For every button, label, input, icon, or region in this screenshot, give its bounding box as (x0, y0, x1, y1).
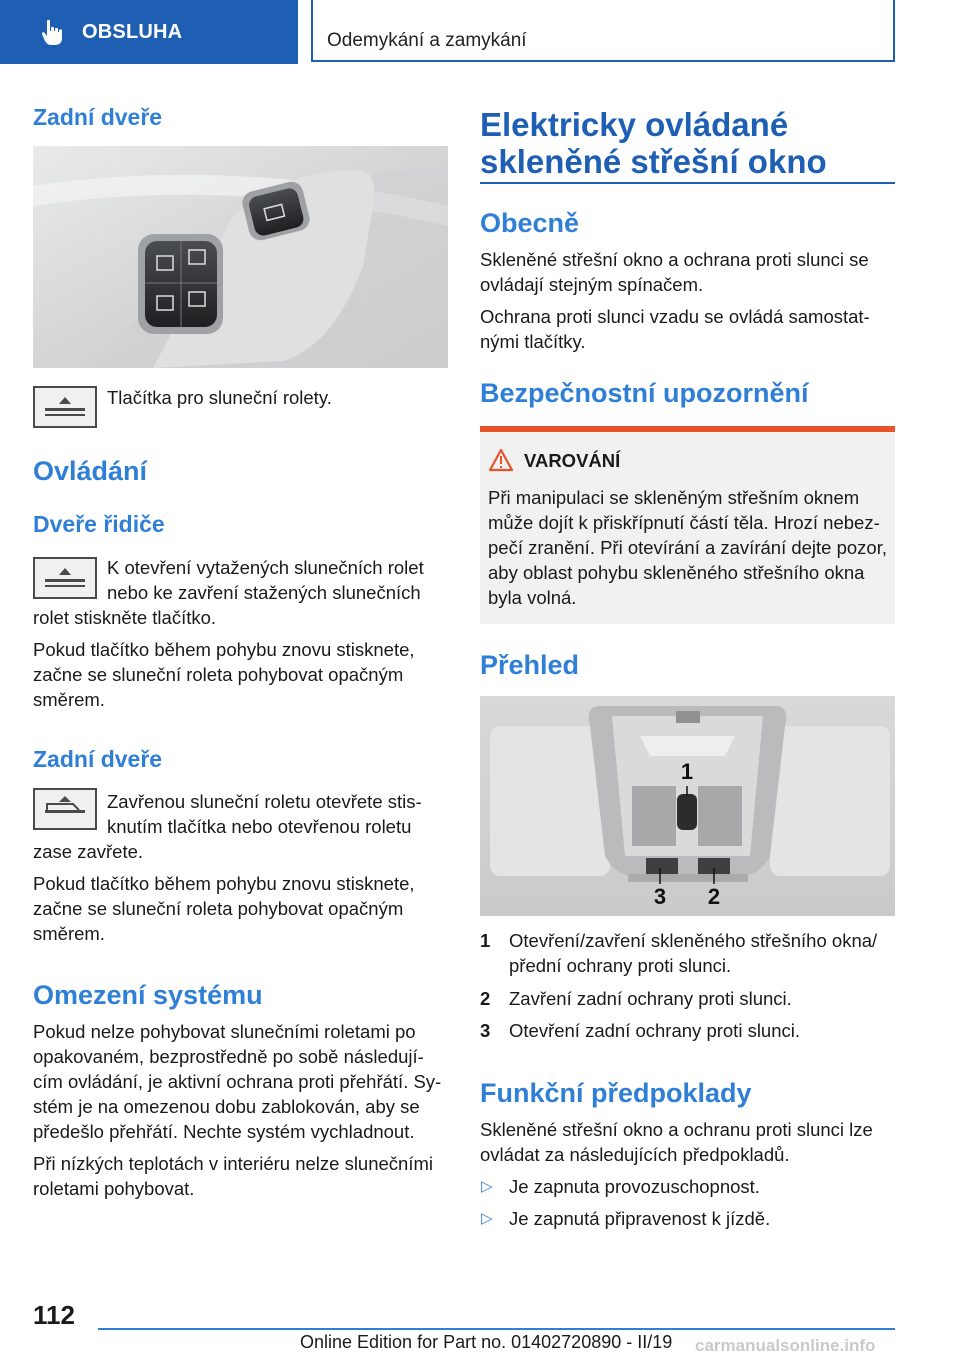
section-label: OBSLUHA (82, 20, 183, 43)
limits-text-6: Při nízkých teplotách v interiéru nelze slunečními (33, 1153, 433, 1174)
section-tab (0, 0, 298, 64)
blind-button-icon (33, 386, 97, 428)
overview-item-text: Otevření/zavření skleněného střešního okna/ (509, 930, 878, 951)
heading-rear-door-2: Zadní dveře (33, 746, 163, 772)
limits-text-2: opakovaném, bezprostředně po sobě následují- (33, 1046, 424, 1067)
page-title-line-2: skleněné střešní okno (480, 143, 827, 180)
limits-text-3: cím ovládání, je aktivní ochrana proti přehřátí. Sy- (33, 1071, 442, 1092)
door-switch-photo (33, 146, 448, 368)
chapter-header (311, 0, 895, 62)
warning-text-5: byla volná. (488, 587, 577, 608)
callout-3: 3 (653, 884, 667, 909)
driver-text-4: Pokud tlačítko během pohybu znovu stisknete, (33, 639, 415, 660)
warning-box (480, 426, 895, 624)
overview-item-num: 1 (480, 930, 491, 951)
rear-text-3: zase zavřete. (33, 841, 144, 862)
driver-text-5: začne se sluneční roleta pohybovat opačným (33, 664, 404, 685)
bullet-triangle-icon: ▷ (481, 1178, 493, 1195)
driver-text-2: nebo ke zavření stažených slunečních (107, 582, 421, 603)
overview-item-num: 2 (480, 988, 491, 1009)
prereq-text-1: Skleněné střešní okno a ochranu proti slunci lze (480, 1119, 873, 1140)
limits-text-7: roletami pohybovat. (33, 1178, 195, 1199)
blind-button-icon (33, 557, 97, 599)
heading-prerequisites: Funkční předpoklady (480, 1078, 752, 1108)
overview-item-num: 3 (480, 1020, 491, 1041)
driver-text-1: K otevření vytažených slunečních rolet (107, 557, 424, 578)
overview-item-text-cont: přední ochrany proti slunci. (509, 955, 732, 976)
prereq-item: Je zapnuta provozuschopnost. (509, 1176, 760, 1197)
limits-text-4: stém je na omezenou dobu zablokován, aby se (33, 1096, 420, 1117)
overview-item-text: Zavření zadní ochrany proti slunci. (509, 988, 792, 1009)
callout-2: 2 (707, 884, 721, 909)
heading-general: Obecně (480, 208, 580, 238)
warning-text-2: může dojít k přiskřípnutí částí těla. Hrozí nebez- (488, 512, 880, 533)
page-title-line-1: Elektricky ovládané (480, 106, 789, 143)
chapter-title: Odemykání a zamykání (327, 30, 527, 51)
rear-text-6: směrem. (33, 923, 105, 944)
driver-text-3: rolet stiskněte tlačítko. (33, 607, 217, 628)
page-number: 112 (33, 1300, 75, 1330)
general-text-1: Skleněné střešní okno a ochrana proti slunci se (480, 249, 869, 270)
bullet-triangle-icon: ▷ (481, 1210, 493, 1227)
warning-text-1: Při manipulaci se skleněným střešním oknem (488, 487, 860, 508)
heading-system-limits: Omezení systému (33, 980, 263, 1010)
warning-text-3: pečí zranění. Při otevírání a zavírání dejte pozor, (488, 537, 887, 558)
heading-control: Ovládání (33, 456, 148, 486)
general-text-4: nými tlačítky. (480, 331, 586, 352)
prereq-item: Je zapnutá připravenost k jízdě. (509, 1208, 771, 1229)
roof-console-photo (480, 696, 895, 916)
watermark: carmanualsonline.info (695, 1336, 876, 1355)
limits-text-1: Pokud nelze pohybovat slunečními roletami po (33, 1021, 416, 1042)
rear-text-2: knutím tlačítka nebo otevřenou roletu (107, 816, 412, 837)
heading-overview: Přehled (480, 650, 580, 680)
limits-text-5: předešlo přehřátí. Nechte systém vychladnout. (33, 1121, 415, 1142)
hand-pointer-icon (38, 17, 68, 47)
rear-text-5: začne se sluneční roleta pohybovat opačným (33, 898, 404, 919)
rear-text-4: Pokud tlačítko během pohybu znovu stisknete, (33, 873, 415, 894)
warning-text-4: aby oblast pohybu skleněného střešního okna (488, 562, 865, 583)
warning-triangle-icon (488, 448, 514, 472)
callout-1: 1 (680, 759, 694, 784)
driver-text-6: směrem. (33, 689, 105, 710)
footer-rule (98, 1328, 895, 1330)
title-underline (480, 182, 895, 184)
general-text-2: ovládají stejným spínačem. (480, 274, 704, 295)
warning-title: VAROVÁNÍ (524, 450, 621, 471)
prereq-text-2: ovládat za následujících předpokladů. (480, 1144, 790, 1165)
general-text-3: Ochrana proti slunci vzadu se ovládá samostat- (480, 306, 870, 327)
caption-blind-buttons: Tlačítka pro sluneční rolety. (107, 387, 332, 408)
rear-text-1: Zavřenou sluneční roletu otevřete stis- (107, 791, 422, 812)
footer-edition: Online Edition for Part no. 01402720890 - II/19 (300, 1332, 673, 1352)
heading-rear-door: Zadní dveře (33, 104, 163, 130)
overview-item-text: Otevření zadní ochrany proti slunci. (509, 1020, 801, 1041)
heading-safety: Bezpečnostní upozornění (480, 378, 809, 408)
heading-driver-door: Dveře řidiče (33, 511, 165, 537)
rear-blind-button-icon (33, 788, 97, 830)
